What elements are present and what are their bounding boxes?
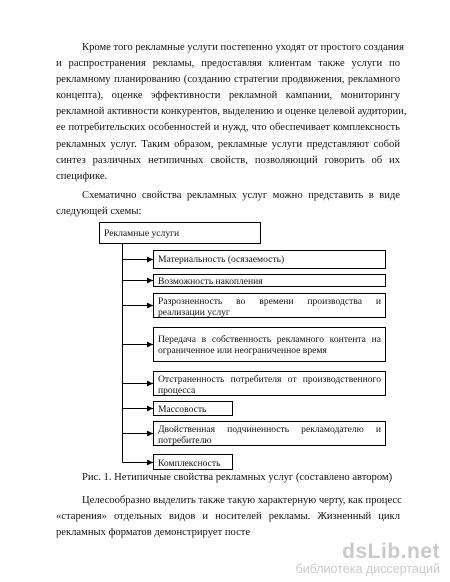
text-line: и распространения рекламы, предоставляя клиентам также услуги по [56, 58, 400, 70]
property-label: Разрозненность во времени производства и [158, 296, 381, 307]
property-box [153, 293, 386, 318]
text-line: синтез различных нетипичных свойств, позволяющий говорить об их [56, 154, 400, 166]
property-box [153, 371, 386, 396]
text-line: рекламных услуг. Таким образом, рекламные услуги представляют собой [56, 138, 400, 150]
text-line: следующей схемы: [56, 206, 142, 218]
property-label: Двойственная подчиненность рекламодателю и [158, 424, 381, 435]
property-box [153, 274, 386, 287]
property-box [153, 250, 386, 269]
property-label: Возможность накопления [158, 276, 263, 287]
diagram-root-label: Рекламные услуги [104, 228, 180, 239]
property-label: процесса [158, 385, 196, 396]
text-line: «старения» отдельных видов и носителей рекламы. Жизненный цикл [56, 511, 400, 523]
site-watermark [296, 541, 440, 576]
property-label: Отстраненность потребителя от производственного [158, 374, 381, 385]
text-line: специфике. [56, 170, 108, 182]
property-label: реализации услуг [158, 307, 230, 318]
watermark-logo: dsLib.net [342, 540, 440, 563]
text-line: ее потребительских особенностей и нужд, что обеспечивает комплексность [56, 122, 400, 134]
text-line: концепта), оценке эффективности рекламной кампании, мониторингу [56, 90, 400, 102]
text-line: рекламной активности конкурентов, выделению и оценке целевой аудитории, [56, 106, 407, 118]
property-label: ограниченное или неограниченное время [158, 345, 327, 356]
figure-caption: Рис. 1. Нетипичные свойства рекламных услуг (составлено автором) [82, 472, 393, 483]
property-box [153, 454, 233, 470]
property-box [153, 327, 386, 362]
property-box [153, 421, 386, 446]
text-line: Схематично свойства рекламных услуг можно представить в виде [82, 190, 400, 201]
property-label: Передача в собственность рекламного контента на [158, 334, 381, 345]
text-line: рекламному планированию (созданию стратегии продвижения, рекламного [56, 74, 400, 86]
watermark-subtitle: библиотека диссертаций [295, 562, 440, 576]
property-label: Комплексность [158, 458, 221, 469]
text-line: Целесообразно выделить также такую характерную черту, как процесс [82, 495, 402, 506]
property-label: Материальность (осязаемость) [158, 254, 285, 265]
paragraph-3 [56, 493, 400, 541]
text-line: рекламных форматов демонстрирует посте [56, 527, 251, 539]
property-box [153, 401, 233, 416]
property-label: потребителю [158, 435, 212, 446]
diagram-root-box [99, 222, 261, 244]
property-label: Массовость [158, 404, 207, 415]
text-line: Кроме того рекламные услуги постепенно уходят от простого создания [82, 42, 404, 53]
